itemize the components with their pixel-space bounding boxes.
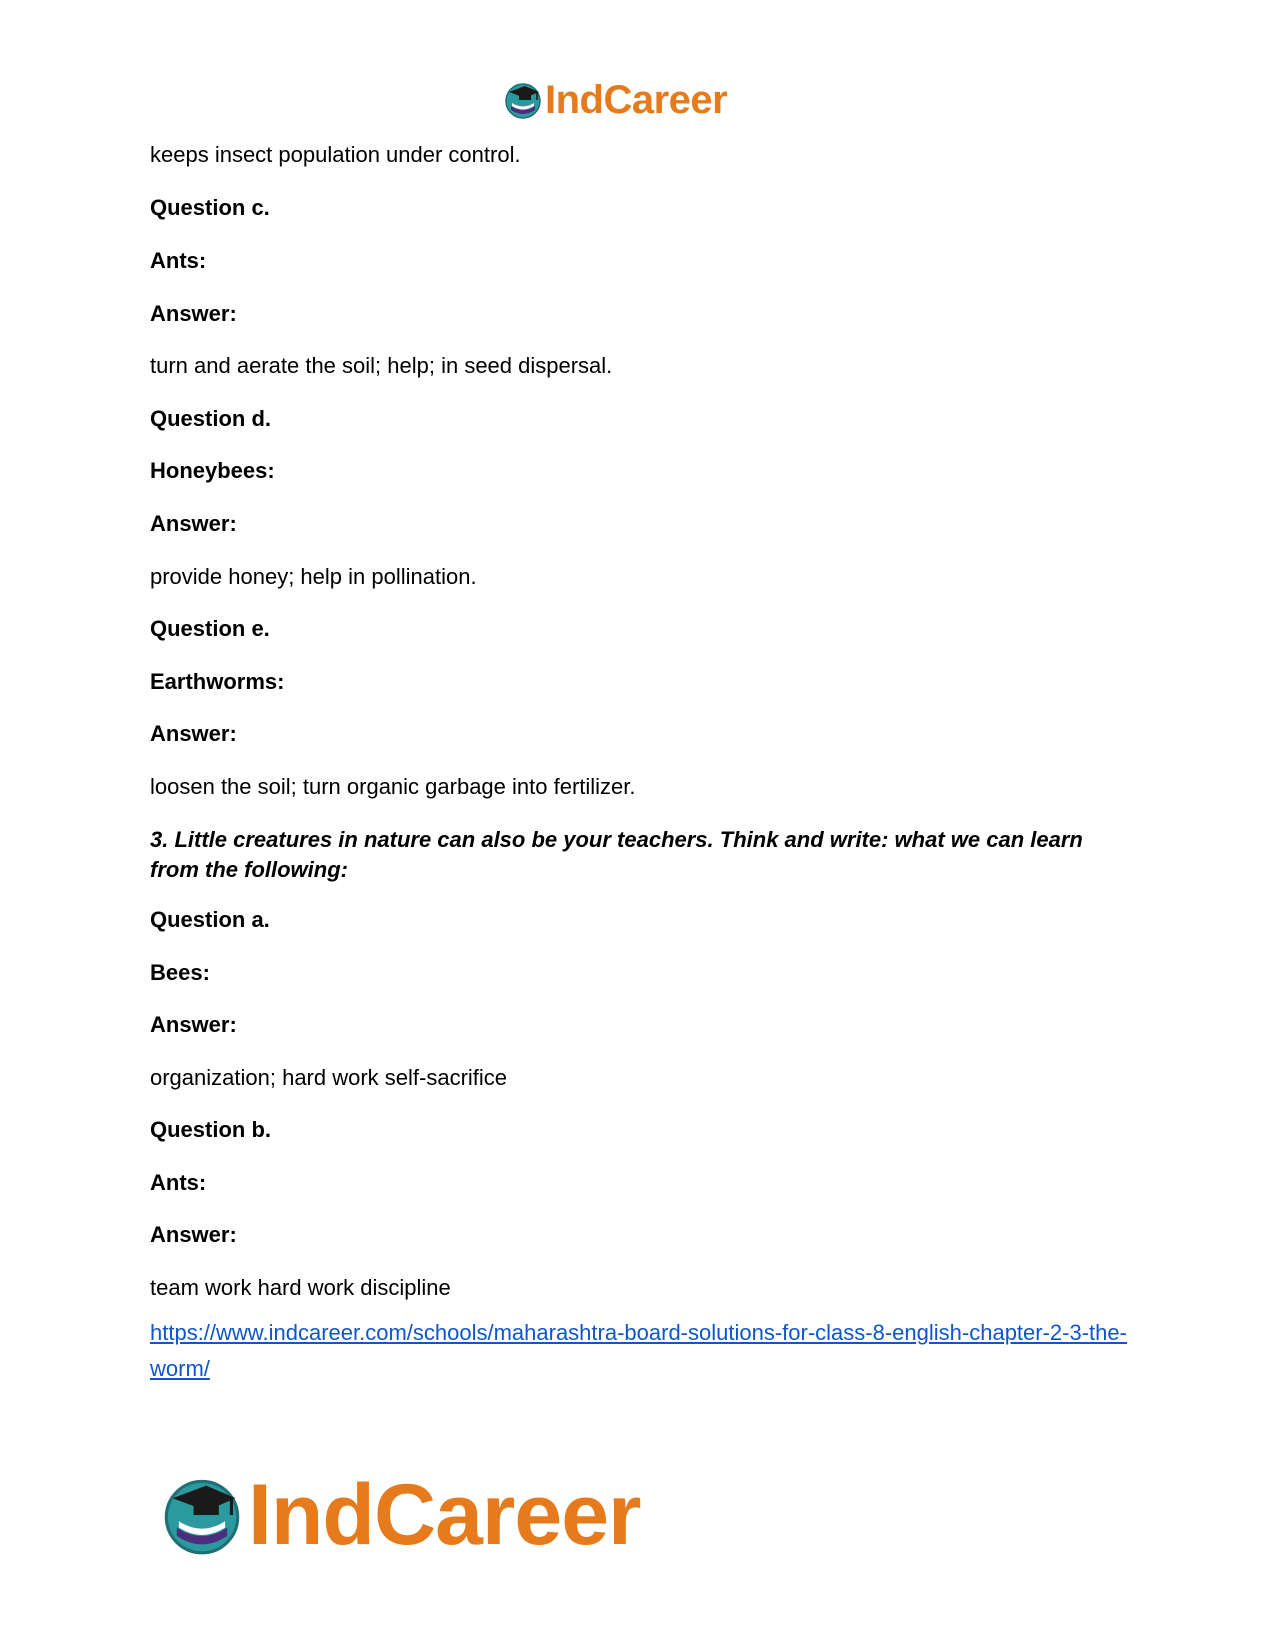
topic-label: Honeybees: xyxy=(150,458,275,483)
question-label: Question d. xyxy=(150,406,271,431)
header-logo xyxy=(503,80,727,120)
answer-text: loosen the soil; turn organic garbage into fertilizer. xyxy=(150,774,636,799)
header-brand-name: IndCareer xyxy=(545,78,728,122)
question-label: Question a. xyxy=(150,907,270,932)
answer-label: Answer: xyxy=(150,511,237,536)
graduation-cap-globe-books-icon xyxy=(503,80,543,120)
answer-text: team work hard work discipline xyxy=(150,1275,451,1300)
graduation-cap-globe-books-icon xyxy=(160,1473,244,1557)
answer-label: Answer: xyxy=(150,1222,237,1247)
answer-text: turn and aerate the soil; help; in seed dispersal. xyxy=(150,353,613,378)
answer-label: Answer: xyxy=(150,301,237,326)
section-heading: 3. Little creatures in nature can also be your teachers. Think and write: what we can learn from the following: xyxy=(150,827,1083,882)
topic-label: Earthworms: xyxy=(150,669,285,694)
answer-label: Answer: xyxy=(150,1012,237,1037)
answer-text: keeps insect population under control. xyxy=(150,142,521,167)
question-label: Question b. xyxy=(150,1117,271,1142)
source-link[interactable]: https://www.indcareer.com/schools/maharashtra-board-solutions-for-class-8-english-chapter-2-3-the-worm/ xyxy=(150,1320,1127,1381)
question-label: Question e. xyxy=(150,616,270,641)
footer-logo xyxy=(160,1467,641,1563)
topic-label: Ants: xyxy=(150,248,207,273)
answer-text: organization; hard work self-sacrifice xyxy=(150,1065,508,1090)
answer-text: provide honey; help in pollination. xyxy=(150,564,477,589)
topic-label: Ants: xyxy=(150,1170,207,1195)
question-label: Question c. xyxy=(150,195,270,220)
answer-label: Answer: xyxy=(150,721,237,746)
topic-label: Bees: xyxy=(150,960,210,985)
footer-brand-name: IndCareer xyxy=(248,1467,641,1563)
